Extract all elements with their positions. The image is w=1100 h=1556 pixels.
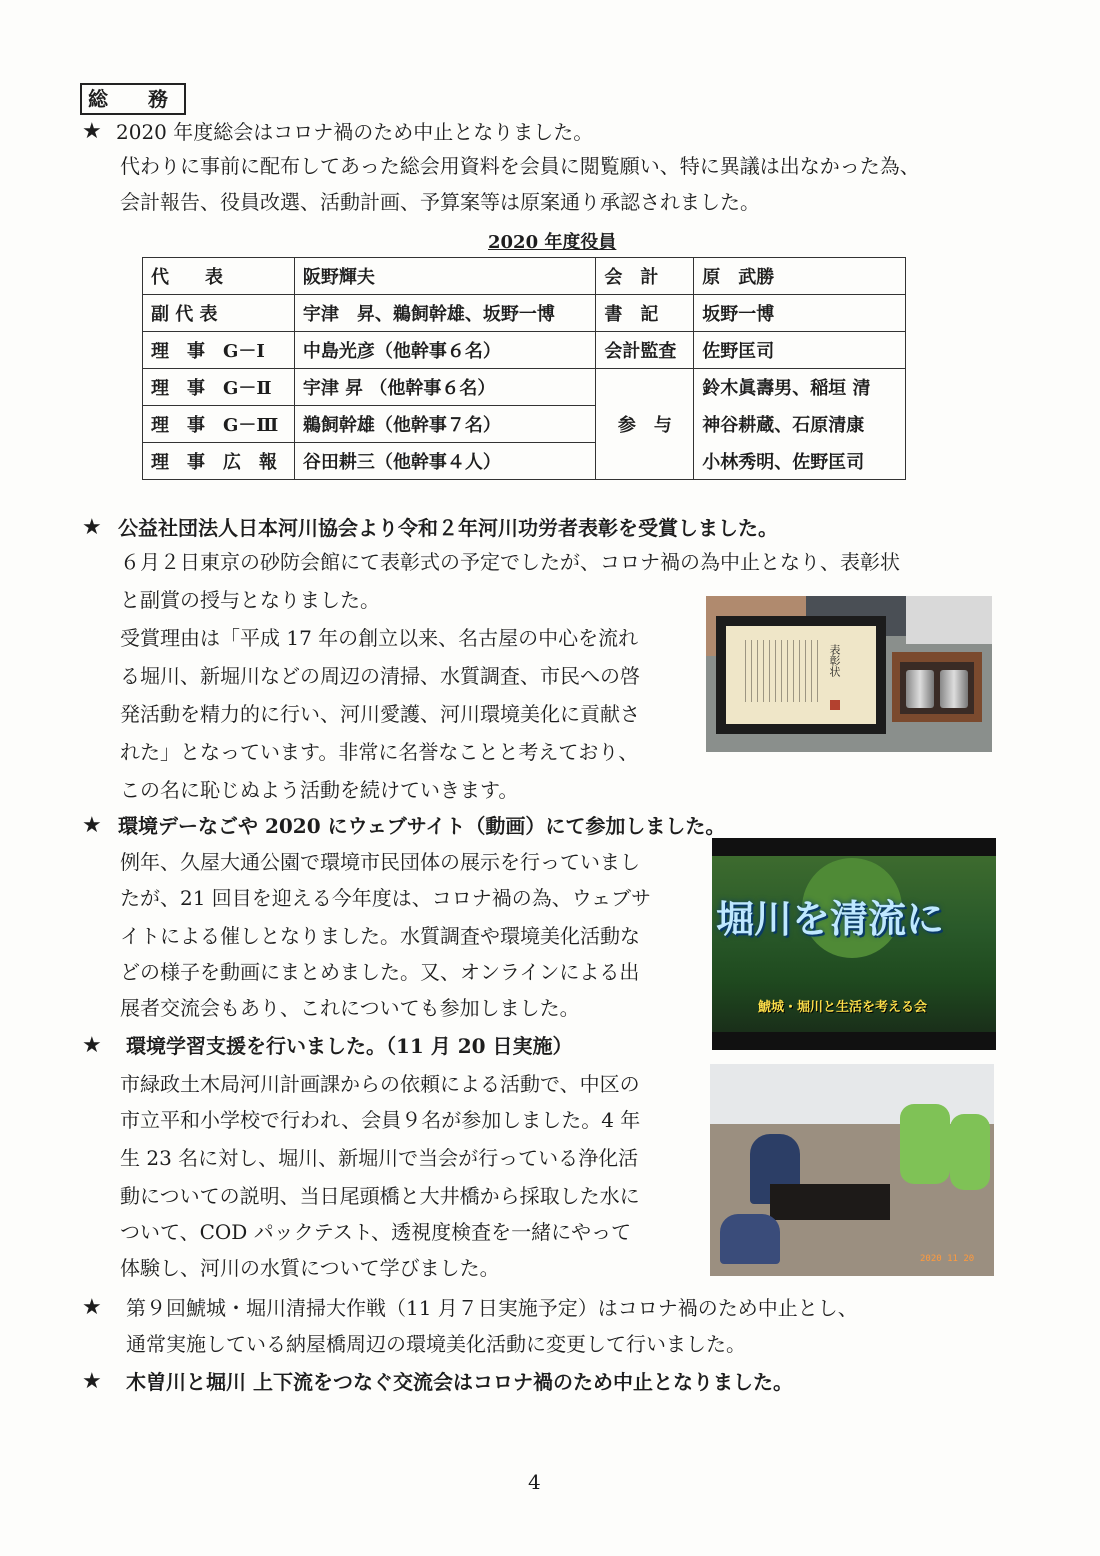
p2-line3: 受賞理由は「平成 17 年の創立以来、名古屋の中心を流れ (120, 626, 639, 650)
video-still (712, 838, 996, 1050)
table-cell: 小林秀明、佐野匡司 (694, 443, 906, 480)
table-cell: 宇津 昇、鵜飼幹雄、坂野一博 (294, 295, 596, 332)
date-stamp: 2020 11 20 (920, 1254, 975, 1264)
p2-line4: る堀川、新堀川などの周辺の清掃、水質調査、市民への啓 (120, 664, 640, 688)
p2-line6: れた」となっています。非常に名誉なことと考えており、 (120, 740, 639, 764)
star-bullet-icon: ★ (82, 1369, 102, 1394)
p3-line1: 例年、久屋大通公園で環境市民団体の展示を行っていまし (120, 850, 640, 874)
table-cell: 会 計 (596, 258, 694, 295)
star-bullet-icon: ★ (82, 1295, 102, 1320)
p4-line5: ついて、COD パックテスト、透視度検査を一緒にやって (120, 1220, 632, 1244)
table-row (143, 406, 906, 443)
p4-line2: 市立平和小学校で行われ、会員９名が参加しました。4 年 (120, 1108, 641, 1132)
table-cell: 坂野一博 (694, 295, 906, 332)
table-cell: 理 事 G－Ⅰ (143, 332, 295, 369)
p1-line2: 代わりに事前に配布してあった総会用資料を会員に閲覧願い、特に異議は出なかった為、 (120, 154, 920, 178)
p2-line7: この名に恥じぬよう活動を続けていきます。 (120, 778, 519, 802)
table-cell: 鵜飼幹雄（他幹事７名） (294, 406, 596, 443)
tumbler-icon (940, 670, 968, 708)
table-cell: 阪野輝夫 (294, 258, 596, 295)
p3-line2: たが、21 回目を迎える今年度は、コロナ禍の為、ウェブサ (120, 886, 652, 910)
p4-line4: 動についての説明、当日尾頭橋と大井橋から採取した水に (120, 1184, 640, 1208)
star-bullet-icon: ★ (82, 515, 102, 540)
table-cell: 副 代 表 (143, 295, 295, 332)
section-title: 総 務 (80, 83, 186, 115)
p3-heading: 環境デーなごや 2020 にウェブサイト（動画）にて参加しました。 (118, 814, 726, 838)
table-row (143, 258, 906, 295)
table-cell: 代 表 (143, 258, 295, 295)
p2-heading: 公益社団法人日本河川協会より令和２年河川功労者表彰を受賞しました。 (118, 516, 778, 540)
table-cell: 佐野匡司 (694, 332, 906, 369)
table-row (143, 295, 906, 332)
table-cell: 書 記 (596, 295, 694, 332)
p4-heading: 環境学習支援を行いました。（11 月 20 日実施） (126, 1034, 573, 1058)
table-cell: 参 与 (596, 369, 694, 480)
award-photo (706, 596, 992, 752)
p6-line1: 木曽川と堀川 上下流をつなぐ交流会はコロナ禍のため中止となりました。 (126, 1370, 793, 1394)
p1-line1: 2020 年度総会はコロナ禍のため中止となりました。 (116, 120, 594, 144)
table-cell: 原 武勝 (694, 258, 906, 295)
certificate-frame (716, 616, 886, 734)
p3-line4: どの様子を動画にまとめました。又、オンラインによる出 (120, 960, 640, 984)
gift-box (892, 652, 982, 722)
video-title: 堀川を清流に (716, 897, 945, 941)
star-bullet-icon: ★ (82, 813, 102, 838)
p1-line3: 会計報告、役員改選、活動計画、予算案等は原案通り承認されました。 (120, 190, 760, 214)
p2-line1: ６月２日東京の砂防会館にて表彰式の予定でしたが、コロナ禍の為中止となり、表彰状 (120, 550, 900, 574)
p5-line1: 第９回鯱城・堀川清掃大作戦（11 月７日実施予定）はコロナ禍のため中止とし、 (126, 1296, 858, 1320)
table-cell: 会計監査 (596, 332, 694, 369)
table-cell: 理 事 広 報 (143, 443, 295, 480)
p3-line3: イトによる催しとなりました。水質調査や環境美化活動な (120, 924, 640, 948)
table-cell: 宇津 昇 （他幹事６名） (294, 369, 596, 406)
video-subtitle: 鯱城・堀川と生活を考える会 (758, 1000, 928, 1015)
table-row (143, 369, 906, 406)
p2-line5: 発活動を精力的に行い、河川愛護、河川環境美化に貢献さ (120, 702, 640, 726)
table-caption: 2020 年度役員 (488, 232, 617, 253)
table-cell: 理 事 G－Ⅱ (143, 369, 295, 406)
classroom-photo (710, 1064, 994, 1276)
table-cell: 中島光彦（他幹事６名） (294, 332, 596, 369)
table-cell: 谷田耕三（他幹事４人） (294, 443, 596, 480)
p2-line2: と副賞の授与となりました。 (120, 588, 380, 612)
table-cell: 神谷耕蔵、石原清康 (694, 406, 906, 443)
p4-line6: 体験し、河川の水質について学びました。 (120, 1256, 500, 1280)
p4-line1: 市緑政土木局河川計画課からの依頼による活動で、中区の (120, 1072, 640, 1096)
page-number: 4 (528, 1470, 541, 1494)
seal-stamp (830, 700, 840, 710)
star-bullet-icon: ★ (82, 1033, 102, 1058)
p4-line3: 生 23 名に対し、堀川、新堀川で当会が行っている浄化活 (120, 1146, 639, 1170)
table-row (143, 443, 906, 480)
p5-line2: 通常実施している納屋橋周辺の環境美化活動に変更して行いました。 (126, 1332, 746, 1356)
table-row (143, 332, 906, 369)
star-bullet-icon: ★ (82, 119, 102, 144)
tumbler-icon (906, 670, 934, 708)
p3-line5: 展者交流会もあり、これについても参加しました。 (120, 996, 580, 1020)
officers-table (142, 257, 906, 480)
table-cell: 理 事 G－Ⅲ (143, 406, 295, 443)
table-cell: 鈴木眞壽男、稲垣 清 (694, 369, 906, 406)
certificate-title: 表彰状 (828, 644, 841, 677)
